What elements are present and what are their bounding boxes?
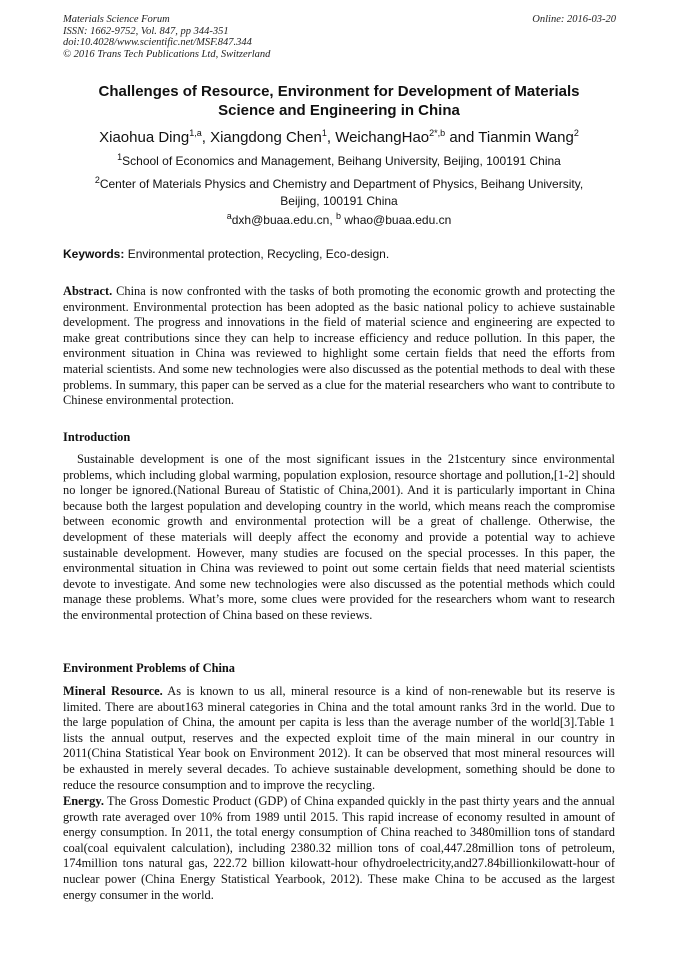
email-b[interactable]: whao@buaa.edu.cn <box>341 213 452 227</box>
affiliation-sup: 2 <box>94 175 100 185</box>
abstract-paragraph <box>63 284 615 409</box>
email-sup-a: a <box>226 211 232 221</box>
affiliation-text: Center of Materials Physics and Chemistry and Department of Physics, Beihang University, <box>99 177 584 191</box>
author-list <box>40 128 638 148</box>
email-a[interactable]: dxh@buaa.edu.cn, <box>231 213 336 227</box>
introduction-paragraph: Sustainable development is one of the most significant issues in the 21stcentury since environmental problems, which including global warming, population explosion, resource shortage and pollution,[1-2] should no longer be ignored.(National Bureau of Statistic of China,2001). And it is particularly important in China because both the largest population and developing country in the world, which means reach the compromise between economic growth and environmental protection will be a great of challenge. Otherwise, the development of these materials will deeply affect the economy and provide a potential way to achieve sustainable development. However, many studies are focused on the special processes. In this paper, the environmental situation in China was reviewed to point out some certain fields that need material scientists devote to investigate. And some new technologies were also discussed as the potential methods which could manage these problems. What’s more, some clues were provided for the researchers whom want to research the environmental protection of China based on these reviews. <box>63 452 615 622</box>
author-separator: , <box>201 129 211 146</box>
paper-title <box>60 82 618 120</box>
email-line <box>60 212 618 229</box>
author-name: Xiangdong Chen <box>210 129 322 146</box>
author-affil-sup: 2*,b <box>429 128 446 138</box>
author-name: WeichangHao <box>335 129 430 146</box>
keywords-line <box>63 247 615 261</box>
energy-text: The Gross Domestic Product (GDP) of China expanded quickly in the past thirty years and the annual growth rate averaged over 10% from 1989 until 2015. This rapid increase of economy resulted in amount of energy consumption. In 2011, the total energy consumption of China reached to 3480million tons of standard coal(coal equivalent calculation), including 2380.32 million tons of coal,447.28million tons of petroleum, 174million tons natural gas, 222.72 billion kilowatt-hour ofhydroelectricity,and27.84billionkilowatt-hour of nuclear power (China Energy Statistical Yearbook, 2012). These make China to be accused as the largest energy consumer in the world. <box>63 794 615 902</box>
introduction-heading: Introduction <box>63 430 131 444</box>
keywords-text: Environmental protection, Recycling, Eco-design. <box>124 247 390 261</box>
abstract-text: China is now confronted with the tasks of both promoting the economic growth and protecting the environment. Environmental protection has been adopted as the basic national policy to achieve sustainable development. The progress and innovations in the field of material science and engineering are expected to make great contributions since they can help to increase efficiency and reduce pollution. In this paper, the environment situation in China was reviewed to highlight some certain fields that need the efforts from material scientists. And some new technologies were also discussed as the potential methods to deal with these problems. In summary, this paper can be served as a clue for the material researchers who want to contribute to Chinese environmental protection. <box>63 284 615 408</box>
affiliation-2 <box>60 176 618 210</box>
journal-name: Materials Science Forum <box>63 14 170 25</box>
journal-header <box>63 14 270 60</box>
mineral-resource-label: Mineral Resource. <box>63 684 163 698</box>
affiliation-text-2: Beijing, 100191 China <box>280 194 398 208</box>
doi-line: doi:10.4028/www.scientific.net/MSF.847.344 <box>63 37 252 48</box>
affiliation-1 <box>60 153 618 170</box>
author-affil-sup: 1,a <box>189 128 202 138</box>
energy-label: Energy. <box>63 794 104 808</box>
affiliation-text: School of Economics and Management, Beihang University, Beijing, 100191 China <box>122 154 561 168</box>
copyright-line: © 2016 Trans Tech Publications Ltd, Switzerland <box>63 48 271 60</box>
environment-problems-heading: Environment Problems of China <box>63 661 235 675</box>
online-date: Online: 2016-03-20 <box>532 14 616 25</box>
author-name: Xiaohua Ding <box>99 129 190 146</box>
abstract-label: Abstract. <box>63 284 113 298</box>
mineral-resource-text: As is known to us all, mineral resource is a kind of non-renewable but its reserve is limited. There are about163 mineral categories in China and the total amount ranks 3rd in the world. Due to the large population of China, the amount per capita is less than the average number of the world[3].Table 1 lists the annual output, reserves and the expected exploit time of the main mineral in our country in 2011(China Statistical Year book on Environment 2012). It can be observed that most mineral resources will be exhausted in merely several decades. To achieve sustainable development, something should be done to reduce the resource consumption and to improve the recycling. <box>63 684 615 792</box>
author-separator: , <box>326 129 336 146</box>
email-sup-b: b <box>336 211 342 221</box>
author-affil-sup: 2 <box>573 128 579 138</box>
issn-line: ISSN: 1662-9752, Vol. 847, pp 344-351 <box>63 25 229 37</box>
mineral-resource-paragraph <box>63 684 615 793</box>
keywords-label: Keywords: <box>63 247 125 261</box>
energy-paragraph <box>63 794 615 903</box>
author-affil-sup: 1 <box>321 128 327 138</box>
title-line-2: Science and Engineering in China <box>218 102 460 119</box>
author-name: Tianmin Wang <box>478 129 574 146</box>
affiliation-sup: 1 <box>117 152 123 162</box>
title-line-1: Challenges of Resource, Environment for Development of Materials <box>98 83 580 100</box>
author-separator: and <box>445 129 479 146</box>
